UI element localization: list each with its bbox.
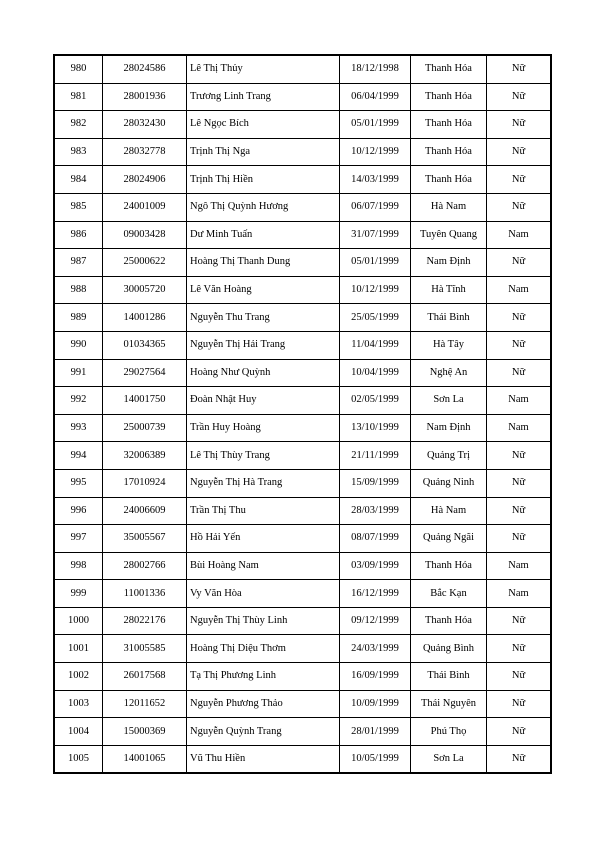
province-cell: Thanh Hóa [411,138,487,166]
candidate-id-cell: 28024586 [103,55,187,83]
gender-cell: Nữ [487,138,552,166]
gender-cell: Nữ [487,635,552,663]
gender-cell: Nữ [487,304,552,332]
birth-date-cell: 28/03/1999 [340,497,411,525]
birth-date-cell: 10/04/1999 [340,359,411,387]
province-cell: Thái Bình [411,304,487,332]
candidate-id-cell: 24006609 [103,497,187,525]
gender-cell: Nữ [487,718,552,746]
birth-date-cell: 18/12/1998 [340,55,411,83]
row-number-cell: 996 [54,497,103,525]
gender-cell: Nam [487,276,552,304]
student-roster-table [53,54,552,774]
table-row [54,304,551,332]
candidate-id-cell: 17010924 [103,469,187,497]
province-cell: Thanh Hóa [411,607,487,635]
row-number-cell: 1002 [54,663,103,691]
birth-date-cell: 05/01/1999 [340,249,411,277]
gender-cell: Nam [487,580,552,608]
gender-cell: Nữ [487,607,552,635]
gender-cell: Nữ [487,249,552,277]
candidate-id-cell: 14001065 [103,745,187,773]
row-number-cell: 989 [54,304,103,332]
table-row [54,663,551,691]
candidate-id-cell: 09003428 [103,221,187,249]
table-row [54,580,551,608]
gender-cell: Nữ [487,525,552,553]
province-cell: Nam Định [411,249,487,277]
table-row [54,359,551,387]
table-row [54,469,551,497]
table-row [54,635,551,663]
candidate-id-cell: 35005567 [103,525,187,553]
full-name-cell: Trần Huy Hoàng [187,414,340,442]
table-row [54,497,551,525]
province-cell: Hà Tĩnh [411,276,487,304]
gender-cell: Nữ [487,663,552,691]
table-row [54,552,551,580]
candidate-id-cell: 29027564 [103,359,187,387]
full-name-cell: Nguyễn Thị Thùy Linh [187,607,340,635]
table-row [54,387,551,415]
table-row [54,221,551,249]
province-cell: Bắc Kạn [411,580,487,608]
full-name-cell: Đoàn Nhật Huy [187,387,340,415]
full-name-cell: Vy Văn Hòa [187,580,340,608]
full-name-cell: Ngô Thị Quỳnh Hương [187,193,340,221]
full-name-cell: Dư Minh Tuấn [187,221,340,249]
row-number-cell: 985 [54,193,103,221]
province-cell: Thanh Hóa [411,111,487,139]
gender-cell: Nữ [487,166,552,194]
gender-cell: Nữ [487,331,552,359]
candidate-id-cell: 31005585 [103,635,187,663]
table-row [54,249,551,277]
table-row [54,690,551,718]
row-number-cell: 997 [54,525,103,553]
province-cell: Sơn La [411,745,487,773]
table-row [54,166,551,194]
province-cell: Thanh Hóa [411,83,487,111]
full-name-cell: Nguyễn Thị Hà Trang [187,469,340,497]
row-number-cell: 992 [54,387,103,415]
province-cell: Nam Định [411,414,487,442]
table-row [54,442,551,470]
table-row [54,414,551,442]
province-cell: Hà Nam [411,193,487,221]
row-number-cell: 988 [54,276,103,304]
table-row [54,193,551,221]
table-row [54,745,551,773]
province-cell: Thanh Hóa [411,166,487,194]
full-name-cell: Lê Thị Thùy Trang [187,442,340,470]
candidate-id-cell: 14001286 [103,304,187,332]
full-name-cell: Nguyễn Thu Trang [187,304,340,332]
row-number-cell: 980 [54,55,103,83]
gender-cell: Nữ [487,469,552,497]
province-cell: Thái Bình [411,663,487,691]
birth-date-cell: 13/10/1999 [340,414,411,442]
birth-date-cell: 05/01/1999 [340,111,411,139]
row-number-cell: 991 [54,359,103,387]
candidate-id-cell: 24001009 [103,193,187,221]
full-name-cell: Trần Thị Thu [187,497,340,525]
row-number-cell: 1005 [54,745,103,773]
candidate-id-cell: 26017568 [103,663,187,691]
gender-cell: Nữ [487,55,552,83]
candidate-id-cell: 14001750 [103,387,187,415]
row-number-cell: 999 [54,580,103,608]
gender-cell: Nữ [487,359,552,387]
table-row [54,718,551,746]
birth-date-cell: 06/07/1999 [340,193,411,221]
full-name-cell: Tạ Thị Phương Linh [187,663,340,691]
candidate-id-cell: 15000369 [103,718,187,746]
full-name-cell: Hồ Hải Yến [187,525,340,553]
province-cell: Nghệ An [411,359,487,387]
birth-date-cell: 14/03/1999 [340,166,411,194]
full-name-cell: Nguyễn Thị Hải Trang [187,331,340,359]
candidate-id-cell: 28024906 [103,166,187,194]
full-name-cell: Trịnh Thị Nga [187,138,340,166]
gender-cell: Nữ [487,442,552,470]
birth-date-cell: 16/12/1999 [340,580,411,608]
full-name-cell: Lê Văn Hoàng [187,276,340,304]
birth-date-cell: 06/04/1999 [340,83,411,111]
candidate-id-cell: 12011652 [103,690,187,718]
birth-date-cell: 10/12/1999 [340,138,411,166]
gender-cell: Nữ [487,745,552,773]
province-cell: Quảng Bình [411,635,487,663]
full-name-cell: Trịnh Thị Hiền [187,166,340,194]
candidate-id-cell: 28032778 [103,138,187,166]
full-name-cell: Hoàng Như Quỳnh [187,359,340,387]
row-number-cell: 993 [54,414,103,442]
candidate-id-cell: 01034365 [103,331,187,359]
province-cell: Sơn La [411,387,487,415]
birth-date-cell: 16/09/1999 [340,663,411,691]
gender-cell: Nam [487,414,552,442]
row-number-cell: 982 [54,111,103,139]
full-name-cell: Trương Linh Trang [187,83,340,111]
row-number-cell: 1001 [54,635,103,663]
gender-cell: Nam [487,552,552,580]
row-number-cell: 998 [54,552,103,580]
birth-date-cell: 09/12/1999 [340,607,411,635]
birth-date-cell: 11/04/1999 [340,331,411,359]
row-number-cell: 986 [54,221,103,249]
row-number-cell: 1004 [54,718,103,746]
candidate-id-cell: 28032430 [103,111,187,139]
row-number-cell: 981 [54,83,103,111]
candidate-id-cell: 25000622 [103,249,187,277]
full-name-cell: Lê Thị Thủy [187,55,340,83]
candidate-id-cell: 25000739 [103,414,187,442]
full-name-cell: Nguyễn Quỳnh Trang [187,718,340,746]
table-row [54,525,551,553]
row-number-cell: 994 [54,442,103,470]
row-number-cell: 984 [54,166,103,194]
table-row [54,331,551,359]
province-cell: Quảng Ngãi [411,525,487,553]
gender-cell: Nữ [487,83,552,111]
birth-date-cell: 28/01/1999 [340,718,411,746]
gender-cell: Nữ [487,111,552,139]
candidate-id-cell: 28002766 [103,552,187,580]
full-name-cell: Lê Ngọc Bích [187,111,340,139]
birth-date-cell: 10/12/1999 [340,276,411,304]
gender-cell: Nữ [487,193,552,221]
province-cell: Tuyên Quang [411,221,487,249]
table-row [54,55,551,83]
province-cell: Quảng Trị [411,442,487,470]
province-cell: Phú Thọ [411,718,487,746]
table-row [54,111,551,139]
candidate-id-cell: 30005720 [103,276,187,304]
candidate-id-cell: 28022176 [103,607,187,635]
full-name-cell: Vũ Thu Hiền [187,745,340,773]
birth-date-cell: 15/09/1999 [340,469,411,497]
birth-date-cell: 10/05/1999 [340,745,411,773]
full-name-cell: Bùi Hoàng Nam [187,552,340,580]
province-cell: Hà Tây [411,331,487,359]
province-cell: Hà Nam [411,497,487,525]
birth-date-cell: 10/09/1999 [340,690,411,718]
birth-date-cell: 03/09/1999 [340,552,411,580]
table-row [54,138,551,166]
province-cell: Thanh Hóa [411,55,487,83]
gender-cell: Nữ [487,497,552,525]
candidate-id-cell: 32006389 [103,442,187,470]
row-number-cell: 995 [54,469,103,497]
full-name-cell: Nguyễn Phương Thảo [187,690,340,718]
gender-cell: Nam [487,387,552,415]
gender-cell: Nữ [487,690,552,718]
birth-date-cell: 25/05/1999 [340,304,411,332]
gender-cell: Nam [487,221,552,249]
row-number-cell: 987 [54,249,103,277]
row-number-cell: 1000 [54,607,103,635]
row-number-cell: 1003 [54,690,103,718]
full-name-cell: Hoàng Thị Diệu Thơm [187,635,340,663]
candidate-id-cell: 28001936 [103,83,187,111]
birth-date-cell: 21/11/1999 [340,442,411,470]
table-row [54,83,551,111]
birth-date-cell: 08/07/1999 [340,525,411,553]
full-name-cell: Hoàng Thị Thanh Dung [187,249,340,277]
roster-body [54,55,551,773]
row-number-cell: 990 [54,331,103,359]
birth-date-cell: 24/03/1999 [340,635,411,663]
row-number-cell: 983 [54,138,103,166]
province-cell: Quảng Ninh [411,469,487,497]
province-cell: Thái Nguyên [411,690,487,718]
candidate-id-cell: 11001336 [103,580,187,608]
province-cell: Thanh Hóa [411,552,487,580]
table-row [54,607,551,635]
birth-date-cell: 02/05/1999 [340,387,411,415]
birth-date-cell: 31/07/1999 [340,221,411,249]
table-row [54,276,551,304]
